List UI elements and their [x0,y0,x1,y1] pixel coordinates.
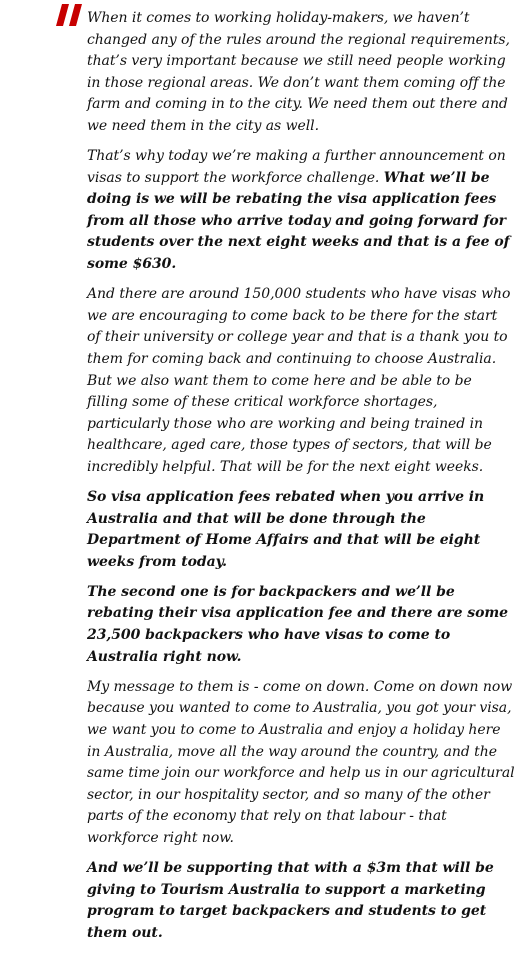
paragraph-emphasis: And we’ll be supporting that with a $3m that will be giving to Tourism Australia to support a marketing program to target backpackers and students to get them out. [87,859,494,941]
quote-mark-left-stroke [56,4,69,26]
paragraph-text: And there are around 150,000 students who have visas who we are encouraging to come back to be there for the start of their university or college year and that is a thank you to them for coming back and continuing to choose Australia. But we also want them to come here and be able to be filling some of these critical workforce shortages, particularly those who are working and being trained in healthcare, aged care, those types of sectors, that will be incredibly helpful. That will be for the next eight weeks. [87,286,511,475]
paragraph-emphasis: So visa application fees rebated when you arrive in Australia and that will be done through the Department of Home Affairs and that will be eight weeks from today. [87,488,485,570]
paragraph-emphasis: What we’ll be doing is we will be rebating the visa application fees from all those who arrive today and going forward for students over the next eight weeks and that is a fee of some $630. [87,169,510,273]
quote-paragraph-3 [87,284,515,478]
quote-paragraph-2 [87,146,515,276]
quote-paragraph-6 [87,677,515,850]
paragraph-text: My message to them is - come on down. Come on down now because you wanted to come to Australia, you got your visa, we want you to come to Australia and enjoy a holiday here in Australia, move all the way around the country, and the same time join our workforce and help us in our agricultural sector, in our hospitality sector, and so many of the other parts of the economy that rely on that labour - that workforce right now. [87,678,515,846]
quote-paragraph-4 [87,487,515,573]
quote-text [87,8,515,953]
quote-mark-right-stroke [69,4,82,26]
paragraph-emphasis: The second one is for backpackers and we’ll be rebating their visa application fee and there are some 23,500 backpackers who have visas to come to Australia right now. [87,583,509,665]
paragraph-text: When it comes to working holiday-makers, we haven’t changed any of the rules around the regional requirements, that’s very important because we still need people working in those regional areas. We don’t want them coming off the farm and coming in to the city. We need them out there and we need them in the city as well. [87,10,510,134]
paragraph-text: That’s why today we’re making a further announcement on visas to support the workforce challenge. [87,148,506,186]
quote-paragraph-5 [87,582,515,668]
quote-paragraph-1 [87,8,515,138]
quote-mark-icon [56,4,82,26]
quote-paragraph-7 [87,858,515,944]
